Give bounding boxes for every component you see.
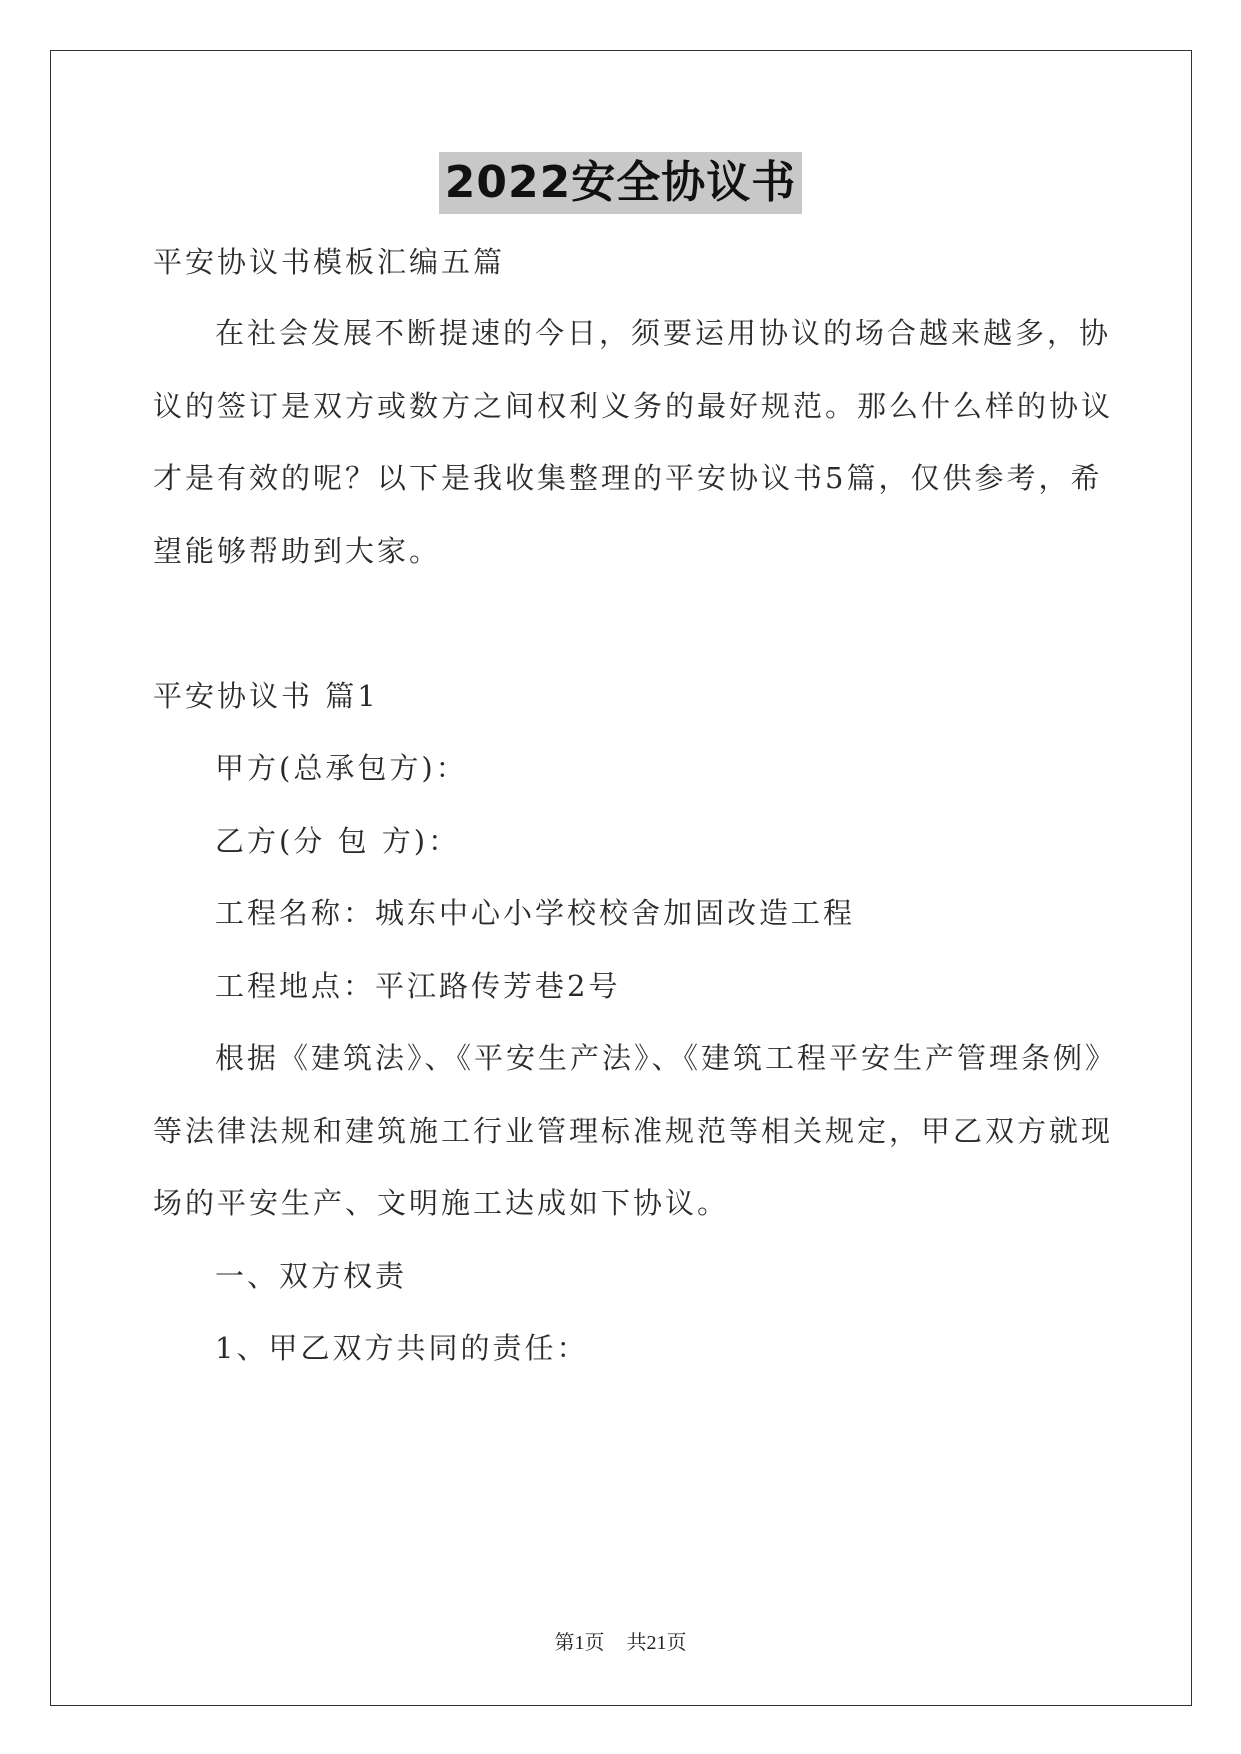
project-name: 工程名称：城东中心小学校校舍加固改造工程 [215, 896, 856, 930]
page-border [50, 50, 1192, 1706]
document-subtitle: 平安协议书模板汇编五篇 [153, 245, 506, 279]
page-number: 第1页 [554, 1632, 605, 1654]
total-pages: 共21页 [626, 1632, 687, 1654]
page-footer [0, 1626, 1241, 1655]
party-b-label: 乙方(分 包 方)： [215, 824, 461, 858]
basis-line-2: 等法律法规和建筑施工行业管理标准规范等相关规定，甲乙双方就现 [153, 1114, 1114, 1148]
project-location: 工程地点：平江路传芳巷2号 [215, 969, 621, 1003]
basis-line-3: 场的平安生产、文明施工达成如下协议。 [153, 1186, 730, 1220]
intro-line-4: 望能够帮助到大家。 [153, 534, 442, 568]
intro-line-1: 在社会发展不断提速的今日，须要运用协议的场合越来越多，协 [215, 316, 1112, 350]
intro-line-2: 议的签订是双方或数方之间权利义务的最好规范。那么什么样的协议 [153, 389, 1114, 423]
intro-line-3: 才是有效的呢？以下是我收集整理的平安协议书5篇，仅供参考，希 [153, 461, 1103, 495]
clause-1: 1、甲乙双方共同的责任： [215, 1331, 589, 1365]
title-container [0, 152, 1241, 214]
document-title: 2022安全协议书 [439, 152, 802, 214]
basis-line-1: 根据《建筑法》、《平安生产法》、《建筑工程平安生产管理条例》 [215, 1041, 1118, 1075]
party-a-label: 甲方(总承包方)： [215, 751, 468, 785]
clause-heading: 一、双方权责 [215, 1259, 408, 1293]
section-heading: 平安协议书 篇1 [153, 679, 379, 713]
